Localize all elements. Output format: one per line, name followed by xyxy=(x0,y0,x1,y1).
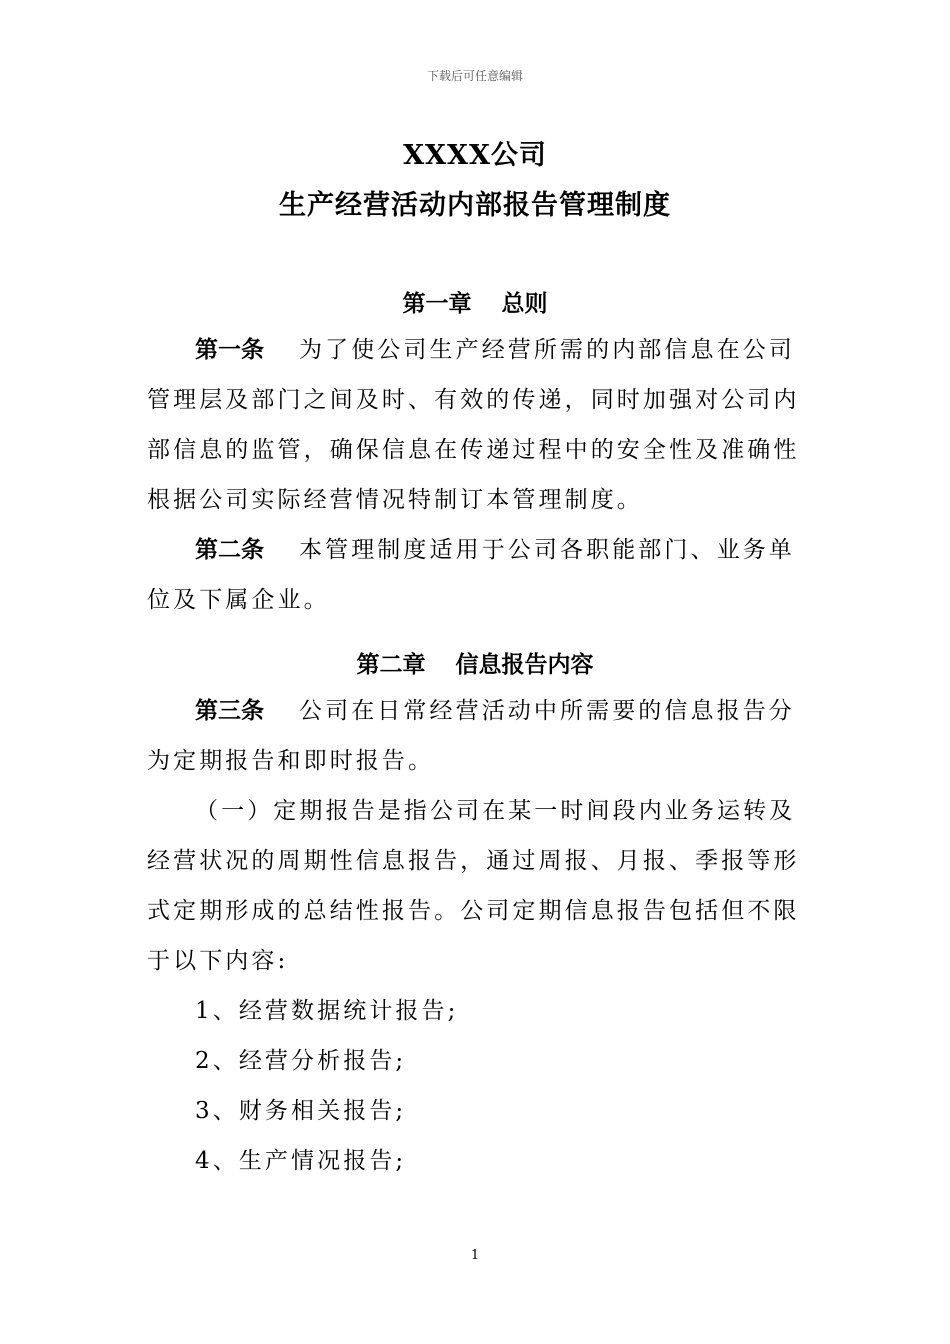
article-label: 第二条 xyxy=(195,536,264,563)
article-label: 第一条 xyxy=(195,336,264,363)
clause-1-line-3: 式定期形成的总结性报告。公司定期信息报告包括但不限 xyxy=(147,898,800,924)
clause-1-line-1: （一）定期报告是指公司在某一时间段内业务运转及 xyxy=(195,798,796,824)
clause-1-line-2: 经营状况的周期性信息报告，通过周报、月报、季报等形 xyxy=(147,848,800,874)
article-text: 为了使公司生产经营所需的内部信息在公司 xyxy=(299,337,795,363)
article-1-line-1 xyxy=(195,335,807,365)
page-number: 1 xyxy=(470,1248,480,1263)
chapter-label: 第一章 xyxy=(402,290,472,317)
header-note: 下载后可任意编辑 xyxy=(426,69,523,83)
clause-1-line-4: 于以下内容: xyxy=(147,948,289,974)
article-text: 本管理制度适用于公司各职能部门、业务单 xyxy=(299,537,795,563)
chapter-heading-2 xyxy=(0,646,950,679)
article-1-line-2: 管理层及部门之间及时、有效的传递，同时加强对公司内 xyxy=(147,387,800,413)
list-item: 1、经营数据统计报告; xyxy=(195,998,459,1024)
chapter-name: 总则 xyxy=(501,290,548,317)
chapter-name: 信息报告内容 xyxy=(455,651,594,678)
document-title-company: XXXX公司 xyxy=(403,140,547,171)
article-3-line-2: 为定期报告和即时报告。 xyxy=(147,748,435,774)
article-2-line-2: 位及下属企业。 xyxy=(147,587,330,613)
chapter-heading-1 xyxy=(0,285,950,318)
list-item: 4、生产情况报告; xyxy=(195,1148,407,1174)
document-title-main: 生产经营活动内部报告管理制度 xyxy=(279,190,671,221)
article-1-line-3: 部信息的监管，确保信息在传递过程中的安全性及准确性 xyxy=(147,437,800,463)
article-1-line-4: 根据公司实际经营情况特制订本管理制度。 xyxy=(147,487,643,513)
article-label: 第三条 xyxy=(195,697,264,724)
article-2-line-1 xyxy=(195,535,807,565)
article-3-line-1 xyxy=(195,696,807,726)
chapter-label: 第二章 xyxy=(356,651,426,678)
list-item: 2、经营分析报告; xyxy=(195,1048,407,1074)
article-text: 公司在日常经营活动中所需要的信息报告分 xyxy=(299,698,795,724)
list-item: 3、财务相关报告; xyxy=(195,1098,407,1124)
